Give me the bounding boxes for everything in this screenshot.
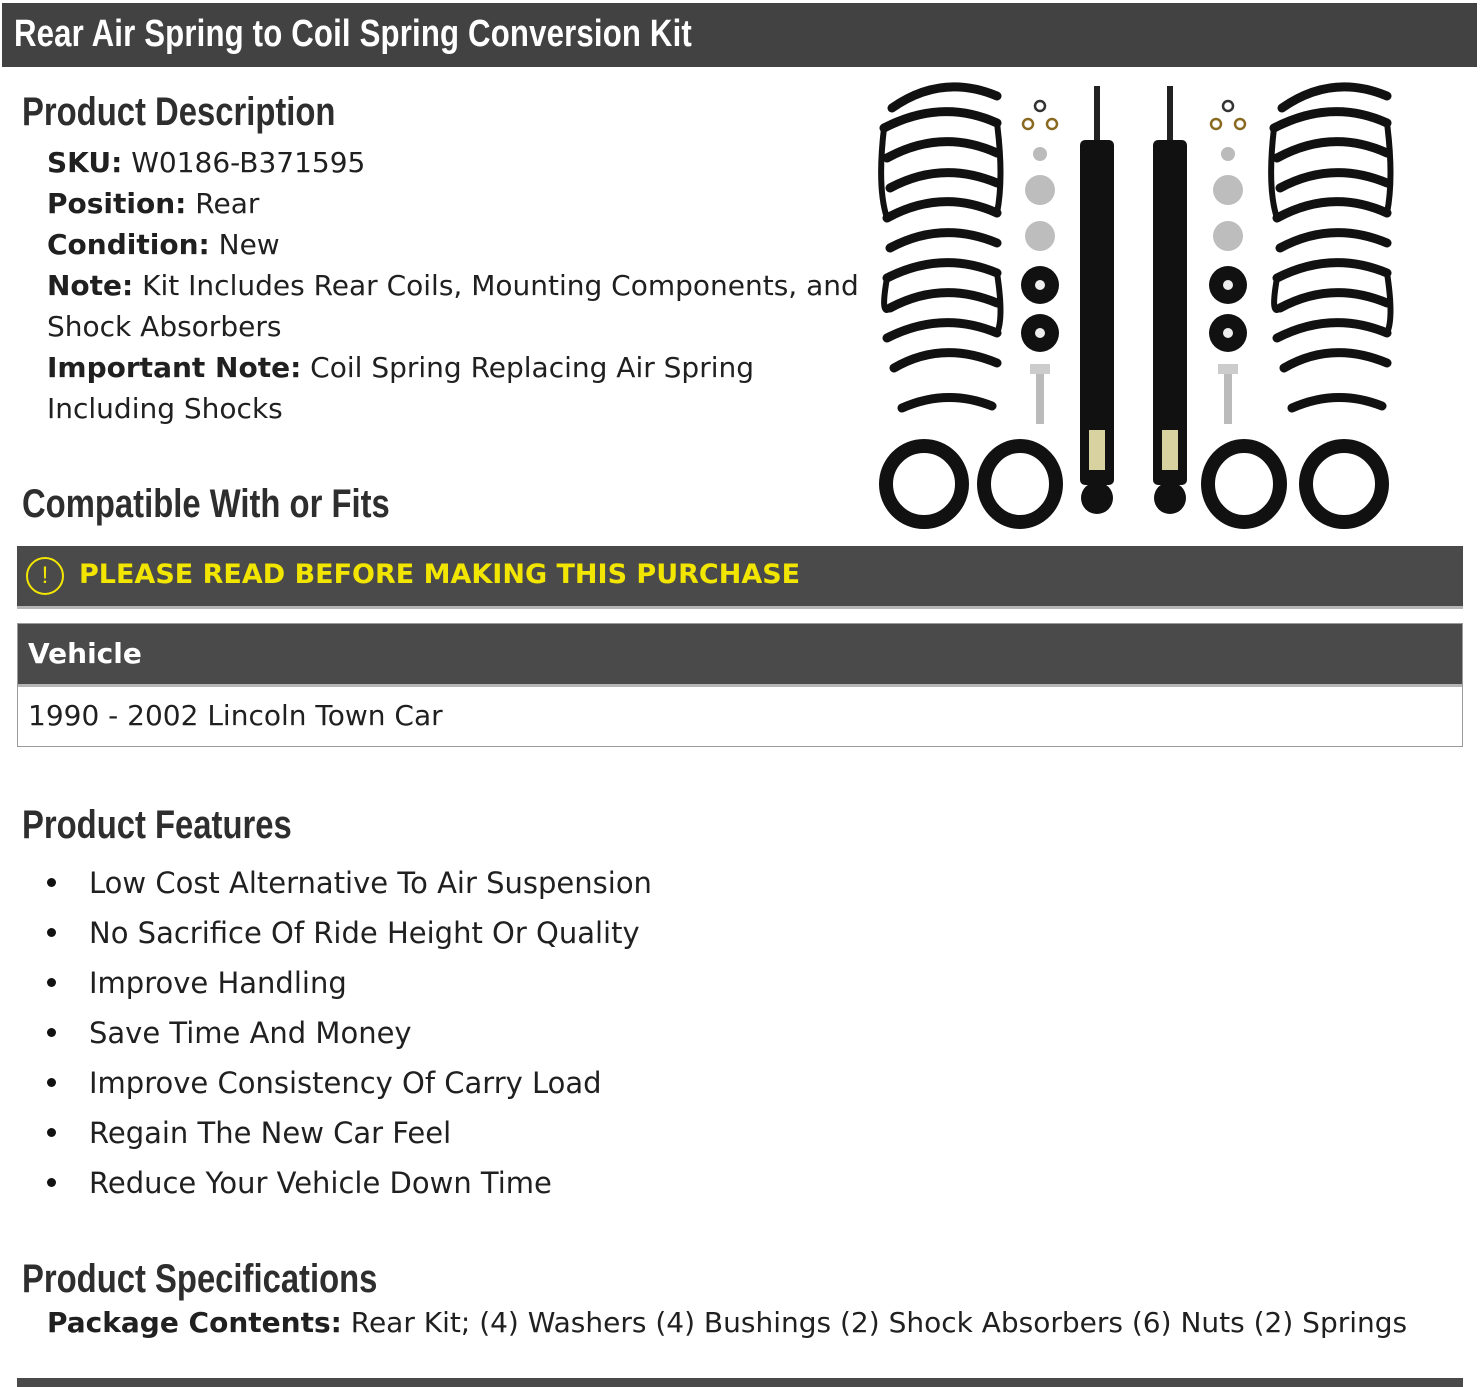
- hardware-left: [1021, 101, 1059, 424]
- purchase-warning-text: PLEASE READ BEFORE MAKING THIS PURCHASE: [79, 559, 801, 590]
- exclamation-circle-icon: !: [26, 557, 64, 595]
- coil-spring-left: [881, 87, 1000, 408]
- bullet-icon: [47, 878, 56, 887]
- feature-text: Improve Consistency Of Carry Load: [89, 1066, 602, 1100]
- product-description: [47, 142, 887, 429]
- note-value: Kit Includes Rear Coils, Mounting Components, and Shock Absorbers: [47, 269, 859, 343]
- bullet-icon: [47, 1078, 56, 1087]
- important-note-label: Important Note:: [47, 351, 302, 384]
- bottom-divider: [17, 1378, 1463, 1387]
- shock-absorber-right: [1153, 86, 1187, 514]
- hardware-right: [1209, 101, 1247, 424]
- vehicle-column-header: Vehicle: [28, 637, 142, 670]
- position-line: [47, 183, 887, 224]
- condition-label: Condition:: [47, 228, 210, 261]
- product-description-heading: Product Description: [22, 90, 336, 134]
- bullet-icon: [47, 1128, 56, 1137]
- purchase-warning-banner: [17, 546, 1463, 609]
- sku-value: W0186-B371595: [122, 146, 366, 179]
- page-title: Rear Air Spring to Coil Spring Conversion Kit: [14, 13, 692, 55]
- note-line: [47, 265, 867, 347]
- title-bar: [2, 3, 1477, 67]
- list-item: [47, 958, 652, 1008]
- condition-value: New: [209, 228, 280, 261]
- package-contents-value: Rear Kit; (4) Washers (4) Bushings (2) Shock Absorbers (6) Nuts (2) Springs: [341, 1306, 1408, 1339]
- sku-label: SKU:: [47, 146, 123, 179]
- list-item: [47, 858, 652, 908]
- compatible-heading: Compatible With or Fits: [22, 482, 390, 526]
- condition-line: [47, 224, 887, 265]
- list-item: [47, 908, 652, 958]
- important-note-line: [47, 347, 887, 429]
- feature-text: Reduce Your Vehicle Down Time: [89, 1166, 552, 1200]
- list-item: [47, 1008, 652, 1058]
- bullet-icon: [47, 1178, 56, 1187]
- table-row: [18, 687, 1462, 745]
- feature-text: No Sacrifice Of Ride Height Or Quality: [89, 916, 640, 950]
- package-contents-label: Package Contents:: [47, 1306, 342, 1339]
- feature-text: Regain The New Car Feel: [89, 1116, 452, 1150]
- feature-text: Save Time And Money: [89, 1016, 412, 1050]
- coil-spring-right: [1271, 87, 1390, 408]
- features-list: [47, 858, 652, 1208]
- important-note-value: Coil Spring Replacing Air Spring Including Shocks: [47, 351, 755, 425]
- list-item: [47, 1108, 652, 1158]
- list-item: [47, 1058, 652, 1108]
- note-label: Note:: [47, 269, 134, 302]
- product-specifications-heading: Product Specifications: [22, 1257, 378, 1301]
- bullet-icon: [47, 928, 56, 937]
- product-image: [872, 68, 1412, 538]
- list-item: [47, 1158, 652, 1208]
- feature-text: Improve Handling: [89, 966, 347, 1000]
- vehicle-table: [17, 623, 1463, 747]
- bullet-icon: [47, 978, 56, 987]
- package-contents-line: [47, 1306, 1407, 1339]
- product-features-heading: Product Features: [22, 803, 292, 847]
- vehicle-cell: 1990 - 2002 Lincoln Town Car: [28, 699, 443, 732]
- position-label: Position:: [47, 187, 187, 220]
- position-value: Rear: [186, 187, 260, 220]
- feature-text: Low Cost Alternative To Air Suspension: [89, 866, 652, 900]
- shock-absorber-left: [1080, 86, 1114, 514]
- bullet-icon: [47, 1028, 56, 1037]
- sku-line: [47, 142, 887, 183]
- rubber-isolators: [886, 446, 1382, 522]
- vehicle-table-header: [18, 624, 1462, 687]
